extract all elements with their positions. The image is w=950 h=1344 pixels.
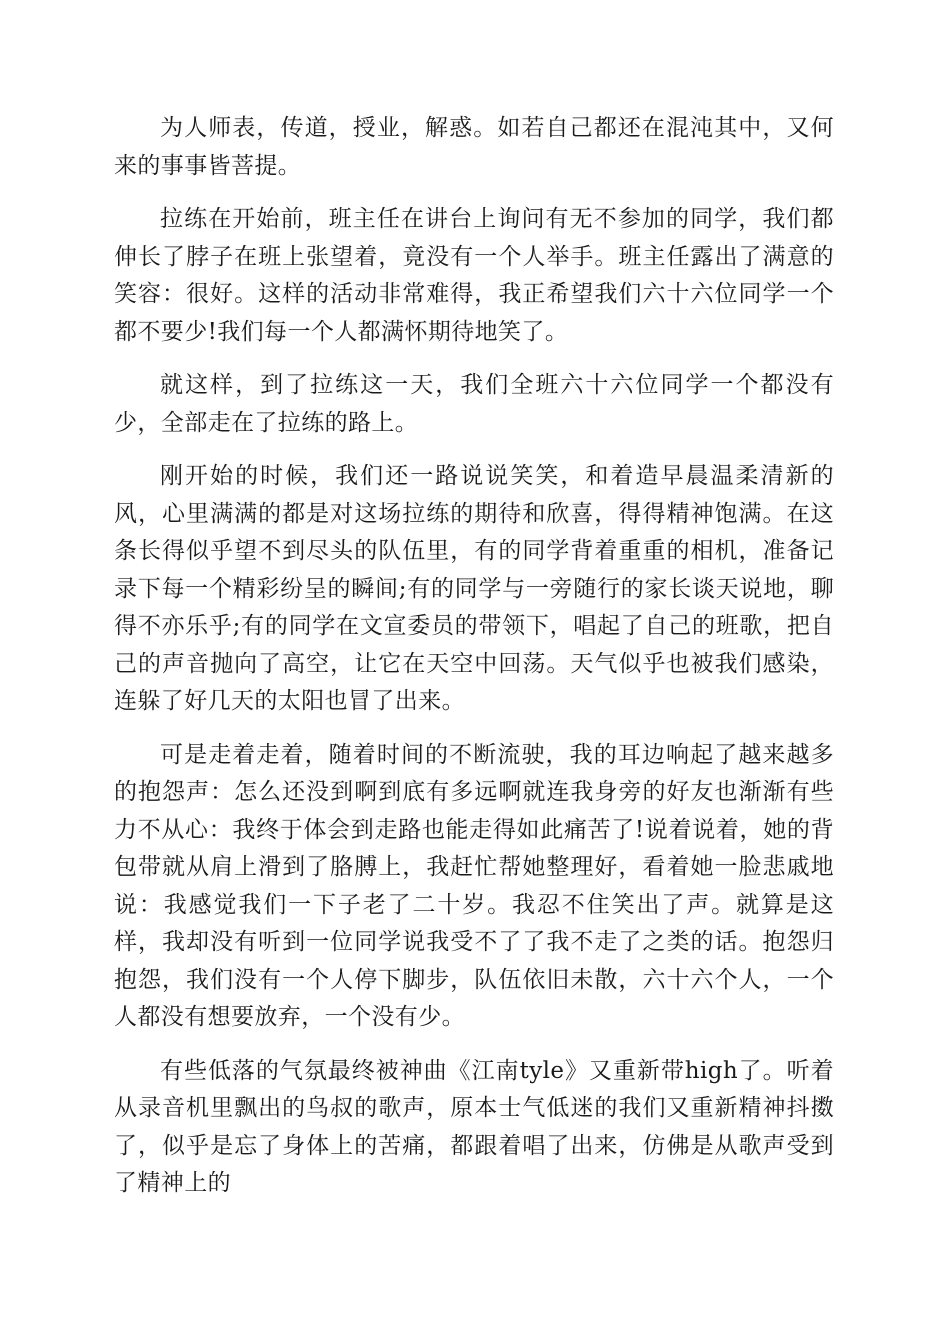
paragraph: 有些低落的气氛最终被神曲《江南tyle》又重新带high了。听着从录音机里飘出的鸟叔的歌声，原本士气低迷的我们又重新精神抖擞了，似乎是忘了身体上的苦痛，都跟着唱了出来，仿佛是从歌声受到了精神上的 — [114, 1057, 834, 1196]
paragraph: 为人师表，传道，授业，解惑。如若自己都还在混沌其中，又何来的事事皆菩提。 — [114, 115, 834, 179]
paragraph: 就这样，到了拉练这一天，我们全班六十六位同学一个都没有少，全部走在了拉练的路上。 — [114, 372, 834, 436]
paragraph: 刚开始的时候，我们还一路说说笑笑，和着造早晨温柔清新的风，心里满满的都是对这场拉练的期待和欣喜，得得精神饱满。在这条长得似乎望不到尽头的队伍里，有的同学背着重重的相机，准备记录下每一个精彩纷呈的瞬间;有的同学与一旁随行的家长谈天说地，聊得不亦乐乎;有的同学在文宣委员的带领下，唱起了自己的班歌，把自己的声音抛向了高空，让它在天空中回荡。天气似乎也被我们感染，连躲了好几天的太阳也冒了出来。 — [114, 463, 834, 714]
paragraph: 可是走着走着，随着时间的不断流驶，我的耳边响起了越来越多的抱怨声：怎么还没到啊到底有多远啊就连我身旁的好友也渐渐有些力不从心：我终于体会到走路也能走得如此痛苦了!说着说着，她的背包带就从肩上滑到了胳膊上，我赶忙帮她整理好，看着她一脸悲戚地说：我感觉我们一下子老了二十岁。我忍不住笑出了声。就算是这样，我却没有听到一位同学说我受不了了我不走了之类的话。抱怨归抱怨，我们没有一个人停下脚步，队伍依旧未散，六十六个人，一个人都没有想要放弃，一个没有少。 — [114, 741, 834, 1030]
document-body — [114, 110, 834, 1219]
paragraph: 拉练在开始前，班主任在讲台上询问有无不参加的同学，我们都伸长了脖子在班上张望着，竟没有一个人举手。班主任露出了满意的笑容：很好。这样的活动非常难得，我正希望我们六十六位同学一个都不要少!我们每一个人都满怀期待地笑了。 — [114, 206, 834, 345]
